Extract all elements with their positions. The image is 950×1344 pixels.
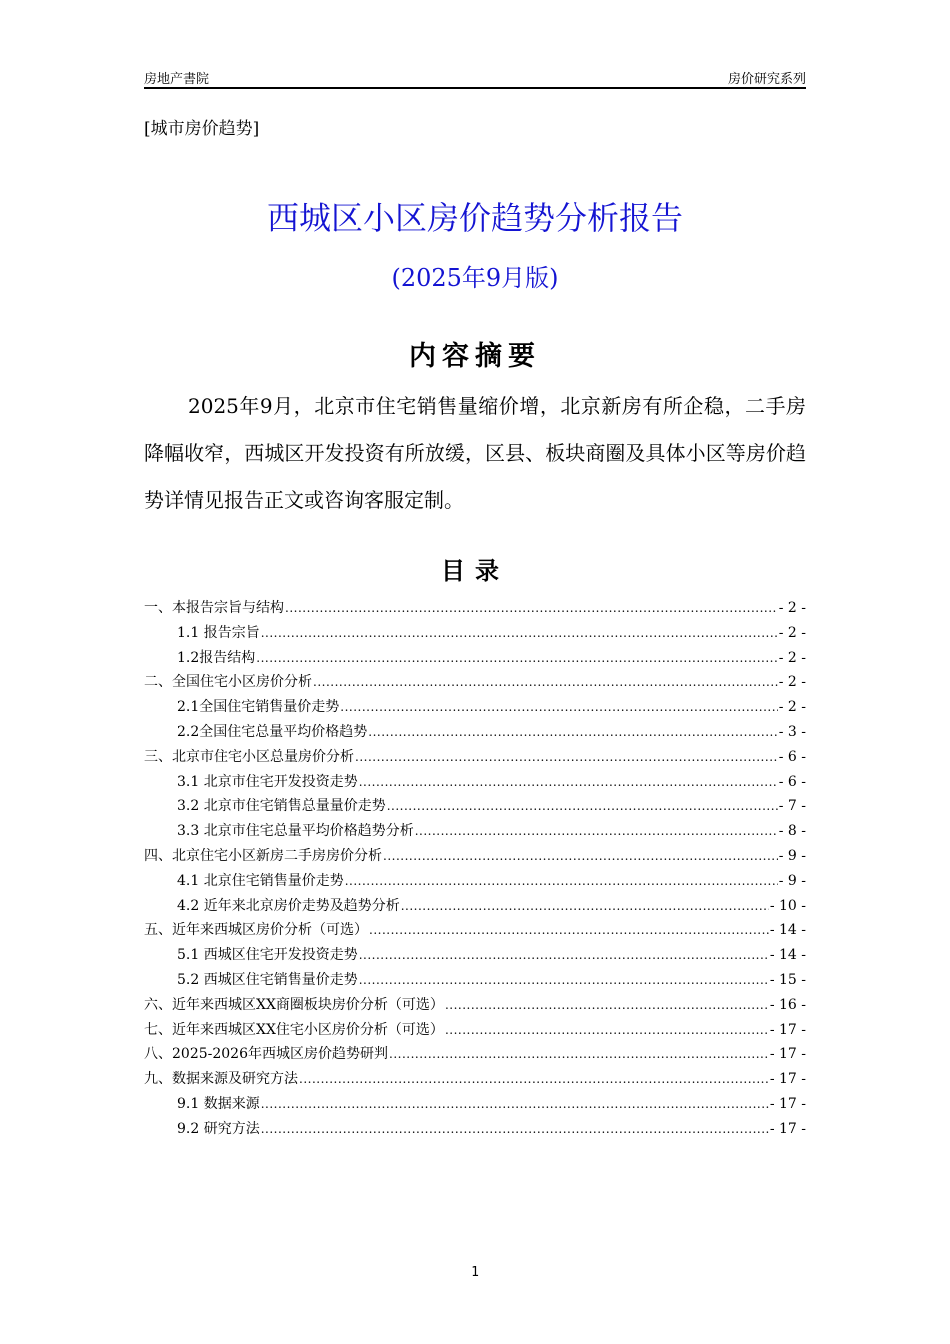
toc-leader-dots (256, 646, 777, 671)
toc-leader-dots (383, 844, 778, 869)
report-edition: (2025年9月版) (391, 264, 559, 292)
toc-entry[interactable] (144, 745, 806, 770)
toc-entry-page: - 2 - (778, 649, 806, 666)
toc-leader-dots (261, 1117, 769, 1142)
toc-entry[interactable] (144, 968, 806, 993)
header-series: 房价研究系列 (727, 72, 806, 87)
toc-entry-label: 5.1 西城区住宅开发投资走势 (177, 947, 358, 964)
toc-entry-label: 三、北京市住宅小区总量房价分析 (144, 748, 354, 765)
toc-entry[interactable] (144, 869, 806, 894)
toc-entry-page: - 15 - (769, 971, 806, 988)
toc-entry-label: 八、2025-2026年西城区房价趋势研判 (144, 1046, 388, 1063)
page-header (144, 68, 806, 88)
toc-entry-page: - 17 - (769, 1095, 806, 1112)
toc-entry-label: 1.1 报告宗旨 (177, 624, 260, 641)
page-number: 1 (471, 1265, 479, 1280)
toc-leader-dots (261, 1092, 769, 1117)
toc-leader-dots (389, 1042, 769, 1067)
toc-entry-label: 3.3 北京市住宅总量平均价格趋势分析 (177, 823, 414, 840)
abstract-heading: 内容摘要 (409, 341, 541, 372)
toc-entry-label: 二、全国住宅小区房价分析 (144, 674, 312, 691)
toc-entry-page: - 6 - (778, 773, 806, 790)
toc-entry-page: - 6 - (778, 748, 806, 765)
toc-entry-page: - 14 - (769, 922, 806, 939)
toc-entry-label: 六、近年来西城区XX商圈板块房价分析（可选） (144, 996, 444, 1013)
toc-entry[interactable] (144, 670, 806, 695)
toc-entry-page: - 17 - (769, 1120, 806, 1137)
toc-entry-page: - 17 - (769, 1046, 806, 1063)
toc-leader-dots (299, 1067, 769, 1092)
toc-entry-page: - 3 - (778, 723, 806, 740)
toc-leader-dots (313, 670, 778, 695)
toc-leader-dots (359, 770, 778, 795)
header-publisher: 房地产書院 (144, 72, 210, 87)
toc-leader-dots (387, 794, 778, 819)
toc-entry[interactable] (144, 943, 806, 968)
toc-entry-page: - 14 - (769, 947, 806, 964)
toc-leader-dots (340, 695, 777, 720)
toc-entry-label: 四、北京住宅小区新房二手房房价分析 (144, 847, 382, 864)
toc-leader-dots (369, 918, 769, 943)
toc-entry[interactable] (144, 1042, 806, 1067)
toc-heading: 目录 (441, 557, 509, 585)
toc-leader-dots (415, 819, 778, 844)
toc-entry-page: - 2 - (778, 624, 806, 641)
toc-entry-label: 五、近年来西城区房价分析（可选） (144, 922, 368, 939)
toc-entry-label: 4.1 北京住宅销售量价走势 (177, 872, 344, 889)
toc-entry-page: - 2 - (778, 674, 806, 691)
toc-entry[interactable] (144, 720, 806, 745)
report-title: 西城区小区房价趋势分析报告 (266, 199, 683, 237)
toc-entry[interactable] (144, 819, 806, 844)
toc-entry[interactable] (144, 1117, 806, 1142)
toc-entry-label: 4.2 近年来北京房价走势及趋势分析 (177, 897, 400, 914)
toc-entry[interactable] (144, 794, 806, 819)
toc-leader-dots (355, 745, 778, 770)
toc-entry-page: - 8 - (778, 823, 806, 840)
toc-entry-label: 3.2 北京市住宅销售总量量价走势 (177, 798, 386, 815)
toc-entry[interactable] (144, 596, 806, 621)
toc-entry-page: - 7 - (778, 798, 806, 815)
toc-entry-page: - 9 - (778, 847, 806, 864)
toc-entry-label: 1.2报告结构 (177, 649, 256, 666)
toc-entry-label: 2.2全国住宅总量平均价格趋势 (177, 723, 368, 740)
toc-entry[interactable] (144, 646, 806, 671)
toc-entry[interactable] (144, 1067, 806, 1092)
toc-entry[interactable] (144, 695, 806, 720)
toc-entry-page: - 9 - (778, 872, 806, 889)
toc-entry[interactable] (144, 1092, 806, 1117)
toc-entry-page: - 17 - (769, 1021, 806, 1038)
toc-entry[interactable] (144, 621, 806, 646)
toc-entry-page: - 2 - (778, 600, 806, 616)
table-of-contents (144, 596, 806, 1142)
toc-entry-label: 5.2 西城区住宅销售量价走势 (177, 971, 358, 988)
toc-leader-dots (368, 720, 777, 745)
toc-entry[interactable] (144, 993, 806, 1018)
toc-entry-label: 九、数据来源及研究方法 (144, 1071, 298, 1088)
toc-entry-label: 3.1 北京市住宅开发投资走势 (177, 773, 358, 790)
toc-entry[interactable] (144, 1018, 806, 1043)
toc-leader-dots (359, 968, 769, 993)
toc-entry[interactable] (144, 844, 806, 869)
toc-entry-page: - 17 - (769, 1071, 806, 1088)
toc-entry-page: - 2 - (778, 699, 806, 716)
toc-entry-label: 2.1全国住宅销售量价走势 (177, 699, 340, 716)
toc-leader-dots (285, 596, 778, 621)
toc-leader-dots (345, 869, 778, 894)
toc-entry[interactable] (144, 918, 806, 943)
toc-entry[interactable] (144, 770, 806, 795)
toc-entry-label: 9.2 研究方法 (177, 1120, 260, 1137)
toc-entry-page: - 16 - (769, 996, 806, 1013)
toc-leader-dots (401, 894, 769, 919)
toc-leader-dots (359, 943, 769, 968)
toc-entry-label: 七、近年来西城区XX住宅小区房价分析（可选） (144, 1021, 444, 1038)
category-label: [城市房价趋势] (144, 119, 260, 139)
toc-leader-dots (445, 1018, 769, 1043)
toc-entry-label: 9.1 数据来源 (177, 1095, 260, 1112)
toc-leader-dots (261, 621, 778, 646)
toc-entry-page: - 10 - (769, 897, 806, 914)
abstract-text: 2025年9月，北京市住宅销售量缩价增，北京新房有所企稳，二手房降幅收窄，西城区开发投资有所放缓，区县、板块商圈及具体小区等房价趋势详情见报告正文或咨询客服定制。 (144, 394, 806, 512)
toc-leader-dots (445, 993, 769, 1018)
toc-entry[interactable] (144, 894, 806, 919)
toc-entry-label: 一、本报告宗旨与结构 (144, 600, 284, 616)
header-divider (144, 87, 806, 89)
